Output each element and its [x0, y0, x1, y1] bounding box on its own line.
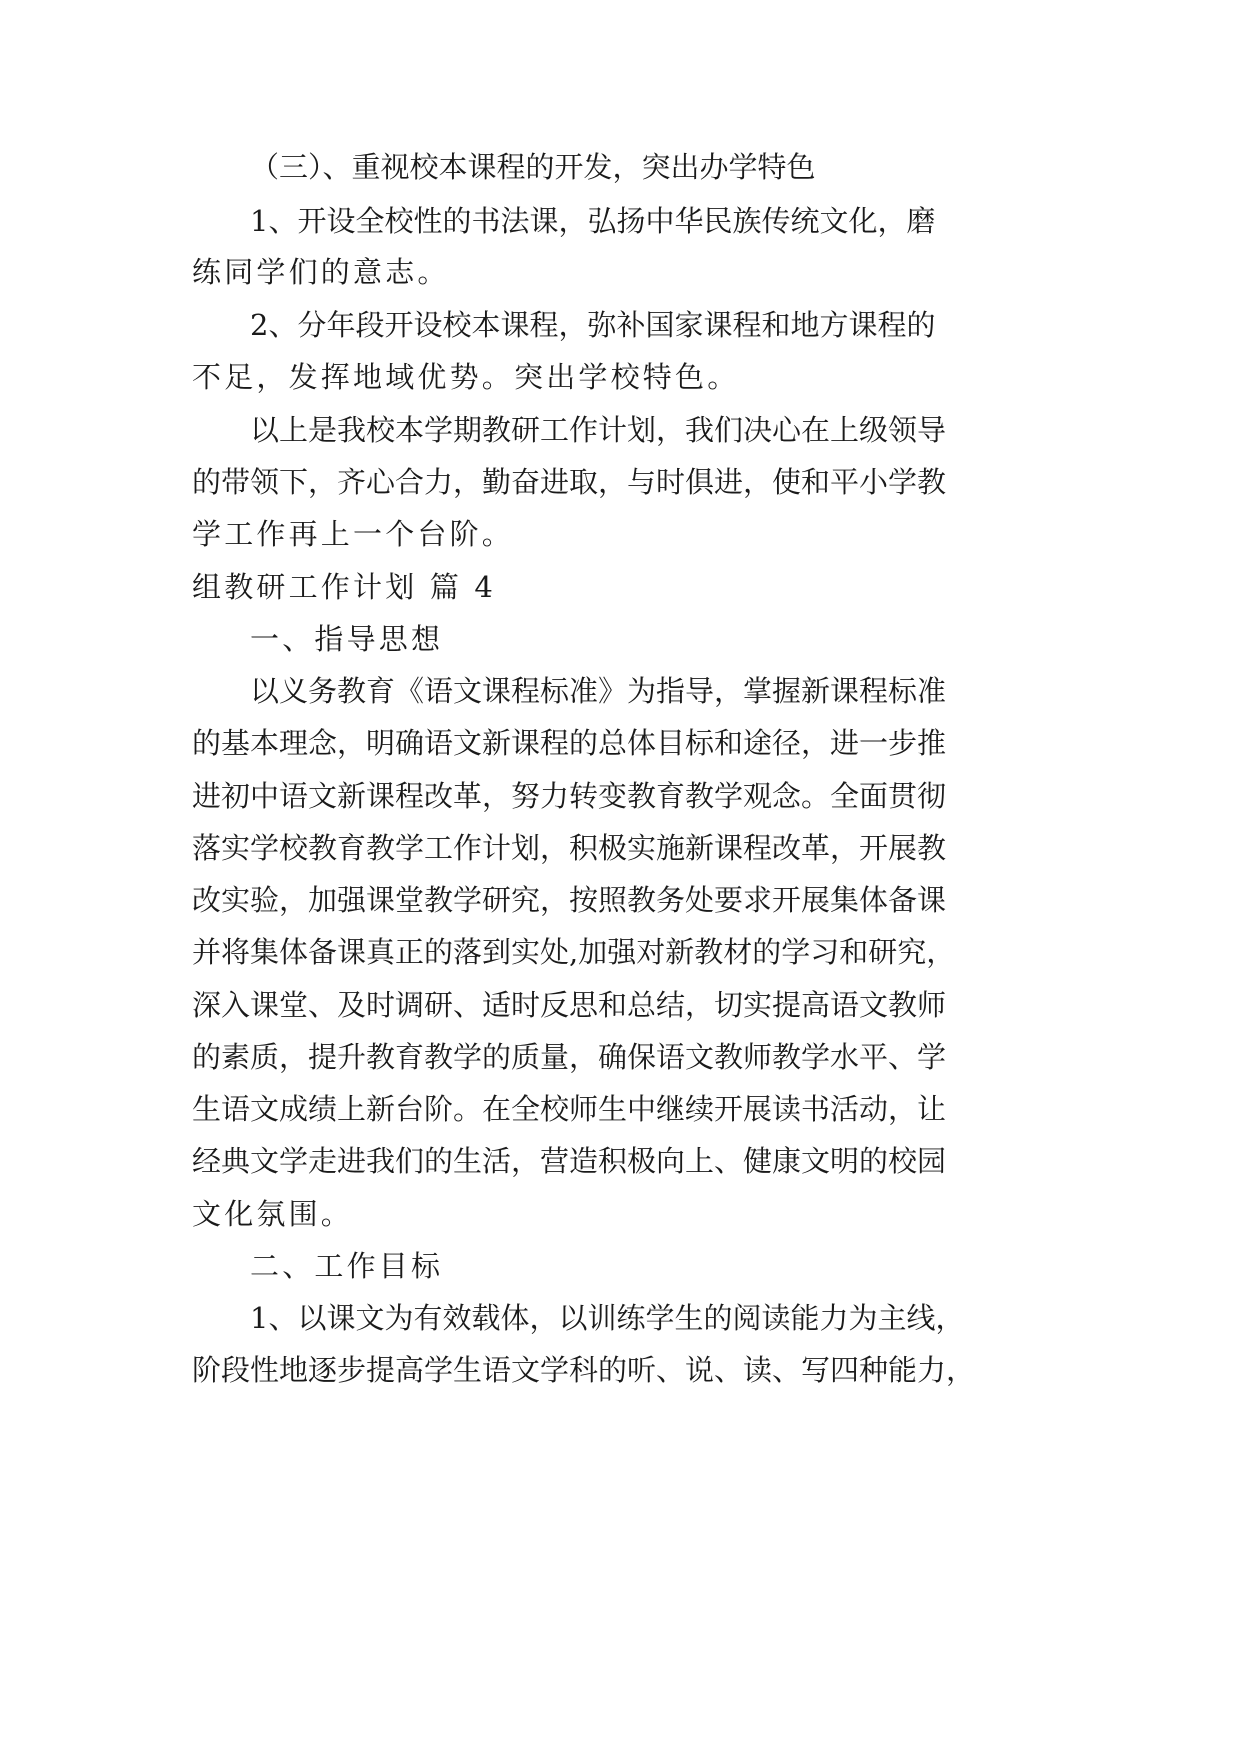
paragraph-line: 的带领下，齐心合力，勤奋进取，与时俱进，使和平小学教 — [192, 465, 947, 499]
paragraph-line: 的基本理念，明确语文新课程的总体目标和途径，进一步推 — [192, 726, 947, 760]
section-heading-2: 二、工作目标 — [250, 1249, 444, 1283]
section-heading-1: 一、指导思想 — [250, 622, 444, 656]
paragraph-line: 深入课堂、及时调研、适时反思和总结，切实提高语文教师 — [192, 988, 947, 1022]
paragraph-line: 1、开设全校性的书法课，弘扬中华民族传统文化，磨 — [250, 204, 936, 238]
paragraph-line: 以上是我校本学期教研工作计划，我们决心在上级领导 — [250, 413, 947, 447]
section-heading-3: （三）、重视校本课程的开发，突出办学特色 — [250, 150, 816, 184]
paragraph-line: 进初中语文新课程改革，努力转变教育教学观念。全面贯彻 — [192, 779, 947, 813]
paragraph-line: 练同学们的意志。 — [192, 255, 450, 289]
paragraph-line: 学工作再上一个台阶。 — [192, 517, 515, 551]
paragraph-line: 落实学校教育教学工作计划，积极实施新课程改革，开展教 — [192, 831, 947, 865]
paragraph-line: 并将集体备课真正的落到实处,加强对新教材的学习和研究， — [192, 935, 956, 969]
paragraph-line: 2、分年段开设校本课程，弥补国家课程和地方课程的 — [250, 308, 936, 342]
paragraph-line: 生语文成绩上新台阶。在全校师生中继续开展读书活动，让 — [192, 1092, 947, 1126]
paragraph-line: 以义务教育《语文课程标准》为指导，掌握新课程标准 — [250, 674, 947, 708]
paragraph-line: 的素质，提升教育教学的质量，确保语文教师教学水平、学 — [192, 1040, 947, 1074]
paragraph-line: 经典文学走进我们的生活，营造积极向上、健康文明的校园 — [192, 1144, 947, 1178]
article-title: 组教研工作计划 篇 4 — [192, 570, 497, 604]
paragraph-line: 文化氛围。 — [192, 1197, 354, 1231]
paragraph-line: 1、以课文为有效载体，以训练学生的阅读能力为主线， — [250, 1301, 965, 1335]
paragraph-line: 阶段性地逐步提高学生语文学科的听、说、读、写四种能力， — [192, 1353, 976, 1387]
paragraph-line: 改实验，加强课堂教学研究，按照教务处要求开展集体备课 — [192, 883, 947, 917]
paragraph-line: 不足，发挥地域优势。突出学校特色。 — [192, 360, 740, 394]
